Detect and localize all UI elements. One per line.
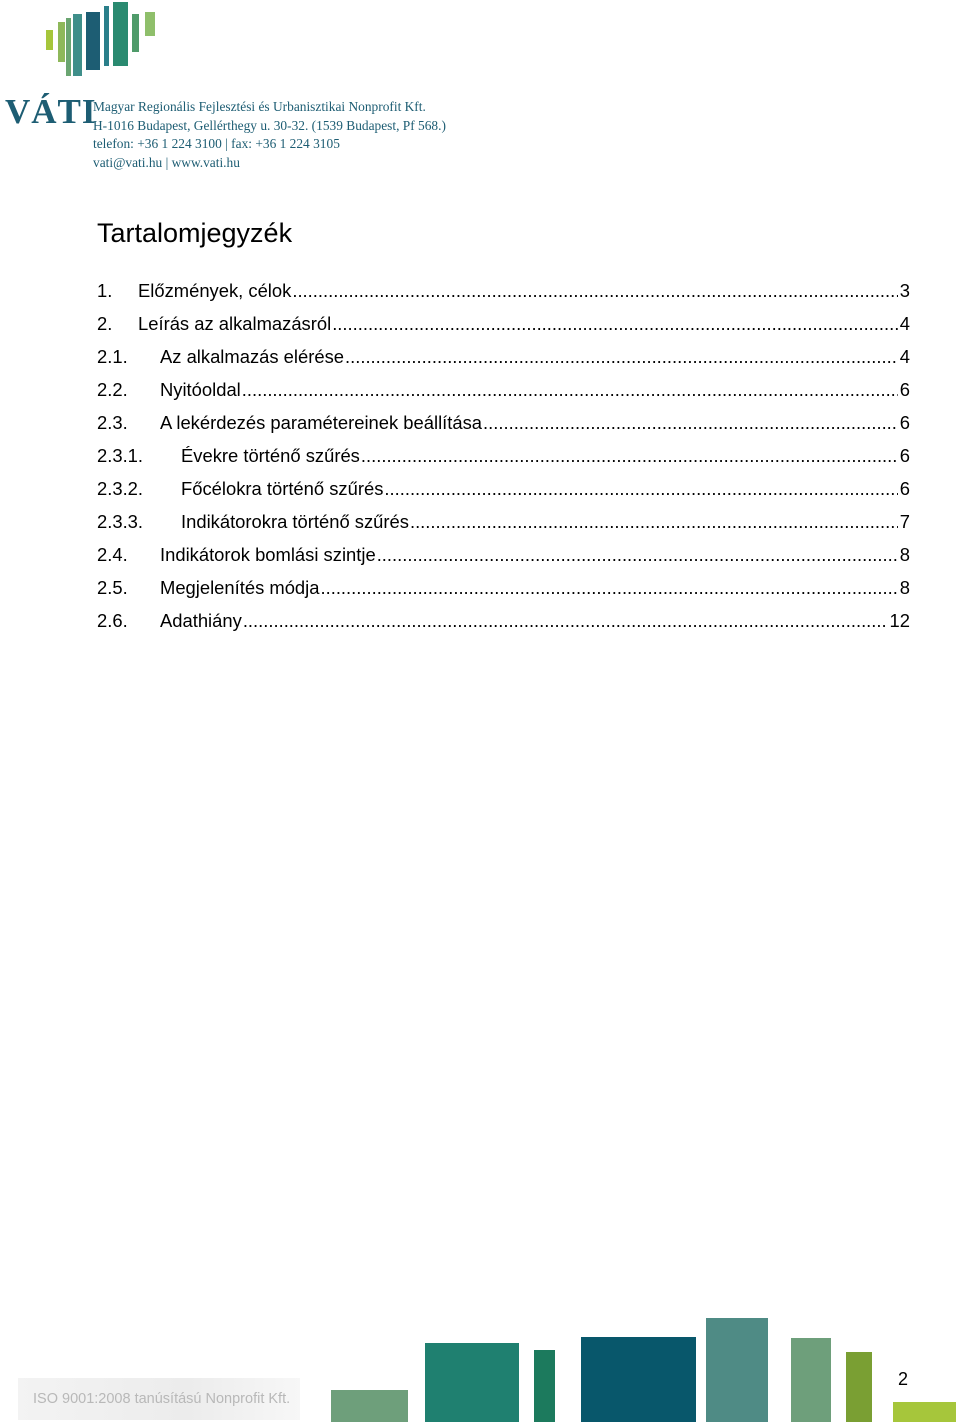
toc-entry-page: 12 <box>889 610 910 631</box>
toc-entry-page: 4 <box>899 346 910 367</box>
toc-entry-title: A lekérdezés paramétereinek beállítása <box>160 412 483 433</box>
toc-entry-number: 2.6. <box>97 610 128 631</box>
footer-deco-bar <box>893 1402 956 1422</box>
logo-bar <box>58 22 65 62</box>
toc-entry-number: 2.1. <box>97 346 128 367</box>
toc-entry[interactable] <box>97 544 910 577</box>
logo-bar <box>113 2 128 66</box>
logo-bar <box>46 30 53 50</box>
logo-bar <box>73 14 82 76</box>
toc-entry[interactable] <box>97 610 910 643</box>
toc-entry-title: Előzmények, célok <box>138 280 292 301</box>
toc-dot-leader <box>320 577 897 599</box>
toc-entry-title: Nyitóoldal <box>160 379 241 400</box>
vati-logo-mark <box>0 0 960 90</box>
brand-logotype: VÁTI <box>5 92 97 131</box>
toc-entry[interactable] <box>97 412 910 445</box>
toc-entry-title: Megjelenítés módja <box>160 577 320 598</box>
toc-entry-number: 2.3. <box>97 412 128 433</box>
footer-deco-bar <box>534 1350 555 1422</box>
toc-entry-page: 8 <box>899 544 910 565</box>
toc-entry[interactable] <box>97 511 910 544</box>
toc-entry-title: Leírás az alkalmazásról <box>138 313 332 334</box>
toc-dot-leader <box>483 412 898 434</box>
toc-dot-leader <box>345 346 898 368</box>
toc-entry[interactable] <box>97 280 910 313</box>
toc-title: Tartalomjegyzék <box>97 218 293 248</box>
toc-dot-leader <box>332 313 898 335</box>
toc-entry-number: 2.3.3. <box>97 511 144 532</box>
toc-entry[interactable] <box>97 346 910 379</box>
toc-dot-leader <box>361 445 898 467</box>
org-email-web: vati@vati.hu | www.vati.hu <box>93 154 240 170</box>
toc-entry-number: 2.4. <box>97 544 128 565</box>
footer-deco-bar <box>331 1390 408 1422</box>
logo-bar <box>132 14 139 52</box>
toc-entry-title: Indikátorokra történő szűrés <box>181 511 409 532</box>
toc-entry-page: 6 <box>899 379 910 400</box>
toc-entry-number: 2.3.2. <box>97 478 144 499</box>
toc-entry[interactable] <box>97 445 910 478</box>
toc-entry-title: Adathiány <box>160 610 242 631</box>
toc-entry-number: 2.3.1. <box>97 445 144 466</box>
logo-bar <box>86 12 100 70</box>
footer-iso-note: ISO 9001:2008 tanúsítású Nonprofit Kft. <box>33 1391 291 1407</box>
toc-entry-page: 6 <box>899 412 910 433</box>
toc-entry-number: 2.5. <box>97 577 128 598</box>
toc-dot-leader <box>243 610 888 632</box>
toc-entry[interactable] <box>97 379 910 412</box>
logo-bar <box>66 18 71 76</box>
toc-dot-leader <box>377 544 898 566</box>
footer-deco-bar <box>425 1343 519 1422</box>
toc-dot-leader <box>410 511 898 533</box>
footer-deco-bar <box>791 1338 831 1422</box>
org-phone-fax: telefon: +36 1 224 3100 | fax: +36 1 224 3105 <box>93 136 340 152</box>
toc-entry-number: 1. <box>97 280 113 301</box>
toc-entry-page: 4 <box>899 313 910 334</box>
logo-bar <box>104 6 109 66</box>
toc-entry[interactable] <box>97 313 910 346</box>
toc-entry[interactable] <box>97 577 910 610</box>
toc-entry-page: 6 <box>899 478 910 499</box>
toc-entry-number: 2.2. <box>97 379 128 400</box>
toc-entry-page: 7 <box>899 511 910 532</box>
organization-info <box>93 98 446 172</box>
org-name: Magyar Regionális Fejlesztési és Urbanisztikai Nonprofit Kft. <box>93 99 426 114</box>
toc-entry-page: 8 <box>899 577 910 598</box>
toc-dot-leader <box>384 478 897 500</box>
toc-entry-number: 2. <box>97 313 113 334</box>
toc-dot-leader <box>292 280 897 302</box>
toc-entry-page: 6 <box>899 445 910 466</box>
page-number: 2 <box>898 1369 909 1389</box>
footer-deco-bar <box>706 1318 768 1422</box>
logo-bar <box>145 12 155 36</box>
toc-entry-title: Főcélokra történő szűrés <box>181 478 384 499</box>
toc-entry-title: Az alkalmazás elérése <box>160 346 344 367</box>
toc-entry-title: Évekre történő szűrés <box>181 445 360 466</box>
toc-entry-title: Indikátorok bomlási szintje <box>160 544 376 565</box>
toc-dot-leader <box>242 379 898 401</box>
org-address: H-1016 Budapest, Gellérthegy u. 30-32. (1539 Budapest, Pf 568.) <box>93 117 446 133</box>
footer-deco-bar <box>581 1337 696 1422</box>
table-of-contents <box>97 280 910 643</box>
toc-entry[interactable] <box>97 478 910 511</box>
toc-entry-page: 3 <box>899 280 910 301</box>
footer-deco-bar <box>846 1352 872 1422</box>
